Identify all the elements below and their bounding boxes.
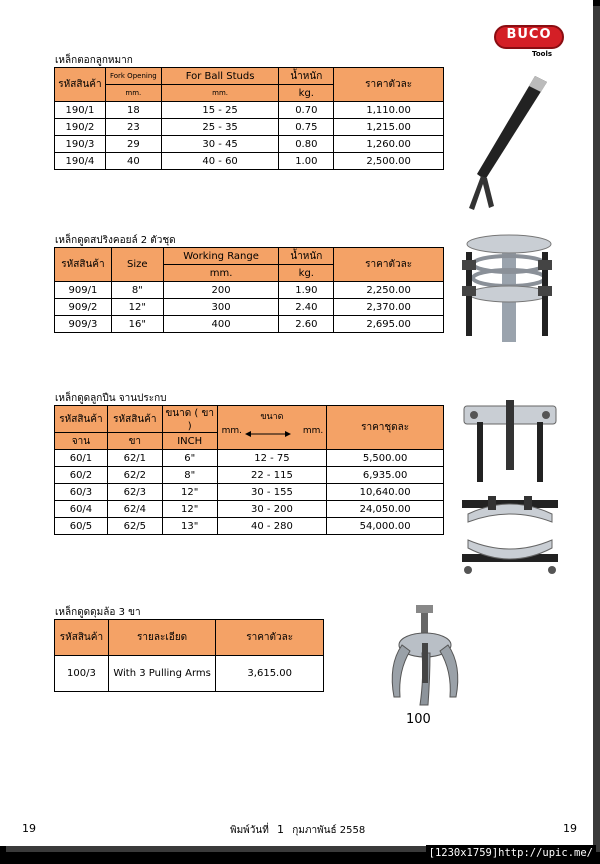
hub-puller-image-label: 100 — [406, 712, 431, 727]
cell-code-leg: 62/3 — [107, 484, 162, 501]
cell-fork: 40 — [105, 153, 161, 170]
cell-code-leg: 62/1 — [107, 450, 162, 467]
header-weight: น้ำหนัก — [279, 248, 334, 265]
table-row — [55, 316, 444, 333]
page-number-left: 19 — [22, 822, 36, 835]
bearing-separator-image — [458, 492, 562, 580]
cell-code: 909/2 — [55, 299, 112, 316]
page-number-right: 19 — [563, 822, 577, 835]
logo-brand-text: BUCO — [506, 27, 552, 42]
header-price: ราคาตัวละ — [216, 620, 324, 656]
cell-price: 5,500.00 — [327, 450, 444, 467]
table-row — [55, 153, 444, 170]
cell-weight: 0.80 — [279, 136, 334, 153]
cell-size: 16" — [111, 316, 163, 333]
header-weight-unit: kg. — [279, 265, 334, 282]
header-fork: Fork Opening — [105, 68, 161, 85]
section-title-ball-joint: เหล็กตอกลูกหมาก — [55, 55, 133, 66]
header-leg: ขา — [107, 433, 162, 450]
header-plate: จาน — [55, 433, 108, 450]
cell-fork: 18 — [105, 102, 161, 119]
cell-code: 190/4 — [55, 153, 106, 170]
header-code: รหัสสินค้า — [55, 68, 106, 102]
cell-weight: 2.60 — [279, 316, 334, 333]
header-code-plate: รหัสสินค้า — [55, 406, 108, 433]
cell-price: 1,110.00 — [334, 102, 444, 119]
cell-code-plate: 60/1 — [55, 450, 108, 467]
table-bearing-puller — [54, 405, 444, 535]
cell-price: 2,250.00 — [334, 282, 444, 299]
cell-size: 30 - 155 — [217, 484, 327, 501]
print-day: 1 — [277, 823, 285, 836]
cell-code: 909/1 — [55, 282, 112, 299]
page-shadow-right — [593, 6, 600, 852]
hub-puller-image — [380, 605, 470, 710]
section-title-hub-puller: เหล็กดูดดุมล้อ 3 ขา — [55, 607, 141, 618]
table-row — [55, 136, 444, 153]
table-spring-compressor — [54, 247, 444, 333]
cell-inch: 13" — [162, 518, 217, 535]
table-row — [55, 501, 444, 518]
header-price: ราคาชุดละ — [327, 406, 444, 450]
header-mm-right: mm. — [302, 426, 324, 436]
table-row — [55, 282, 444, 299]
header-size-label: ขนาด — [260, 412, 284, 422]
watermark-link[interactable]: [1230x1759]http://upic.me/ — [426, 845, 596, 861]
cell-price: 1,260.00 — [334, 136, 444, 153]
spring-compressor-image — [458, 232, 558, 344]
cell-inch: 6" — [162, 450, 217, 467]
table-ball-joint — [54, 67, 444, 170]
cell-code: 190/1 — [55, 102, 106, 119]
section-title-bearing-puller: เหล็กดูดลูกปืน จานประกบ — [55, 393, 167, 404]
table-row — [55, 299, 444, 316]
print-label: พิมพ์วันที่ — [230, 825, 269, 836]
cell-price: 2,370.00 — [334, 299, 444, 316]
cell-size: 40 - 280 — [217, 518, 327, 535]
header-detail: รายละเอียด — [108, 620, 216, 656]
cell-range: 200 — [163, 282, 279, 299]
cell-size: 12" — [111, 299, 163, 316]
cell-price: 10,640.00 — [327, 484, 444, 501]
header-price: ราคาตัวละ — [334, 68, 444, 102]
cell-fork: 29 — [105, 136, 161, 153]
cell-range: 400 — [163, 316, 279, 333]
cell-price: 2,695.00 — [334, 316, 444, 333]
header-weight: น้ำหนัก — [279, 68, 334, 85]
print-date — [230, 823, 365, 838]
cell-code-leg: 62/2 — [107, 467, 162, 484]
header-code: รหัสสินค้า — [55, 248, 112, 282]
table-row — [55, 484, 444, 501]
cell-inch: 12" — [162, 501, 217, 518]
table-row — [55, 518, 444, 535]
header-weight-unit: kg. — [279, 85, 334, 102]
logo-sub-text: Tools — [532, 50, 553, 58]
header-size-leg: ขนาด ( ขา ) — [162, 406, 217, 433]
cell-size: 8" — [111, 282, 163, 299]
header-mm-left: mm. — [221, 426, 243, 436]
header-size: Size — [111, 248, 163, 282]
header-code-leg: รหัสสินค้า — [107, 406, 162, 433]
table-row — [55, 119, 444, 136]
section-title-spring-compressor: เหล็กดูดสปริงคอยล์ 2 ตัวชุด — [55, 235, 176, 246]
cell-weight: 1.00 — [279, 153, 334, 170]
cell-inch: 8" — [162, 467, 217, 484]
cell-price: 54,000.00 — [327, 518, 444, 535]
cell-weight: 1.90 — [279, 282, 334, 299]
table-row — [55, 656, 324, 692]
cell-weight: 2.40 — [279, 299, 334, 316]
cell-price: 3,615.00 — [216, 656, 324, 692]
buco-logo — [494, 25, 564, 61]
header-studs-unit: mm. — [161, 85, 279, 102]
header-inch: INCH — [162, 433, 217, 450]
cell-code: 100/3 — [55, 656, 109, 692]
cell-fork: 23 — [105, 119, 161, 136]
table-row — [55, 467, 444, 484]
cell-code-plate: 60/2 — [55, 467, 108, 484]
cell-code: 909/3 — [55, 316, 112, 333]
cell-code-plate: 60/5 — [55, 518, 108, 535]
cell-studs: 15 - 25 — [161, 102, 279, 119]
cell-code-plate: 60/3 — [55, 484, 108, 501]
cell-studs: 25 - 35 — [161, 119, 279, 136]
cell-weight: 0.70 — [279, 102, 334, 119]
cell-weight: 0.75 — [279, 119, 334, 136]
table-hub-puller — [54, 619, 324, 692]
cell-size: 12 - 75 — [217, 450, 327, 467]
cell-code-leg: 62/5 — [107, 518, 162, 535]
cell-detail: With 3 Pulling Arms — [108, 656, 216, 692]
header-studs: For Ball Studs — [161, 68, 279, 85]
cell-range: 300 — [163, 299, 279, 316]
cell-size: 30 - 200 — [217, 501, 327, 518]
header-code: รหัสสินค้า — [55, 620, 109, 656]
double-arrow-icon — [245, 430, 291, 438]
cell-price: 1,215.00 — [334, 119, 444, 136]
cell-price: 24,050.00 — [327, 501, 444, 518]
header-fork-unit: mm. — [105, 85, 161, 102]
cell-inch: 12" — [162, 484, 217, 501]
cell-studs: 30 - 45 — [161, 136, 279, 153]
table-row — [55, 450, 444, 467]
print-month-year: กุมภาพันธ์ 2558 — [292, 825, 366, 836]
cell-code-plate: 60/4 — [55, 501, 108, 518]
cell-size: 22 - 115 — [217, 467, 327, 484]
header-price: ราคาตัวละ — [334, 248, 444, 282]
cell-code: 190/2 — [55, 119, 106, 136]
fork-tool-image — [455, 68, 555, 218]
puller-legs-image — [460, 400, 560, 490]
header-range-unit: mm. — [163, 265, 279, 282]
cell-price: 6,935.00 — [327, 467, 444, 484]
cell-code-leg: 62/4 — [107, 501, 162, 518]
cell-price: 2,500.00 — [334, 153, 444, 170]
header-range: Working Range — [163, 248, 279, 265]
cell-studs: 40 - 60 — [161, 153, 279, 170]
cell-code: 190/3 — [55, 136, 106, 153]
header-size — [217, 406, 327, 450]
table-row — [55, 102, 444, 119]
